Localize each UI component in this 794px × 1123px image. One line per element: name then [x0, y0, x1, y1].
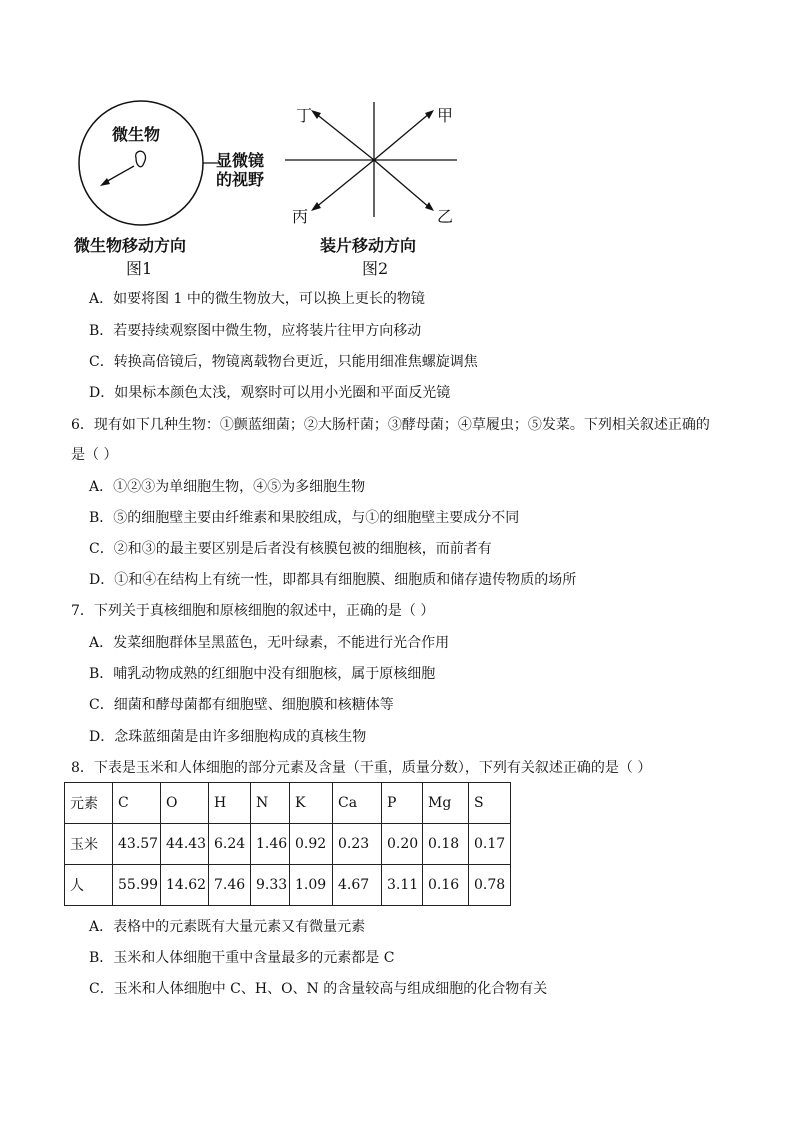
- option-text: 为单细胞生物，: [155, 479, 254, 495]
- figure-1-caption: 微生物移动方向: [74, 236, 187, 255]
- table-cell: 1.46: [251, 824, 290, 865]
- figure-1-diagram: [70, 100, 220, 230]
- arrow-bing: [315, 160, 374, 208]
- q6-stem-line-1: 6．现有如下几种生物：①颤蓝细菌；②大肠杆菌；③酵母菌；④草履虫；⑤发菜。下列相关叙述正确的: [71, 417, 710, 433]
- q8-option-b: B．玉米和人体细胞干重中含量最多的元素都是 C: [89, 950, 395, 966]
- table-cell: S: [469, 783, 511, 824]
- option-text: 的细胞壁主要成分不同: [379, 510, 520, 526]
- table-cell: Ca: [333, 783, 382, 824]
- table-header-row: [65, 783, 511, 824]
- table-cell: 0.16: [423, 865, 469, 906]
- direction-ding: 丁: [296, 106, 313, 125]
- option-text: 的最主要区别是后者没有核膜包被的细胞核，而前者有: [155, 541, 492, 557]
- option-text: 为多细胞生物: [281, 479, 366, 495]
- microscope-field-circle: [79, 101, 203, 225]
- option-prefix: C．: [89, 541, 114, 557]
- table-cell: 14.62: [161, 865, 209, 906]
- option-prefix: D．: [89, 572, 115, 588]
- option-text: 和: [127, 541, 142, 557]
- table-cell: 0.20: [382, 824, 423, 865]
- q7-option-c: C．细菌和酵母菌都有细胞壁、细胞膜和核糖体等: [89, 697, 394, 713]
- table-cell: 人: [65, 865, 113, 906]
- q8-option-c: C．玉米和人体细胞中 C、H、O、N 的含量较高与组成细胞的化合物有关: [89, 981, 548, 997]
- table-cell: H: [209, 783, 251, 824]
- circled-numbers: ④: [142, 572, 157, 588]
- arrowhead-bing: [311, 202, 321, 211]
- q6-option-a: [89, 477, 365, 497]
- table-cell: 6.24: [209, 824, 251, 865]
- table-cell: 55.99: [113, 865, 161, 906]
- table-cell: P: [382, 783, 423, 824]
- table-row: [65, 824, 511, 865]
- table-cell: 43.57: [113, 824, 161, 865]
- circled-numbers: ④⑤: [253, 479, 282, 495]
- circle-label: 微生物: [112, 125, 161, 144]
- option-prefix: A．: [89, 479, 114, 495]
- q6-stem-line-2: 是（ ）: [71, 447, 118, 463]
- table-cell: 元素: [65, 783, 113, 824]
- circled-numbers: ②: [113, 541, 128, 557]
- table-row: [65, 865, 511, 906]
- direction-jia: 甲: [437, 106, 454, 125]
- movement-arrowhead: [100, 178, 110, 186]
- q8-option-a: A．表格中的元素既有大量元素又有微量元素: [89, 919, 366, 935]
- q7-stem: 7．下列关于真核细胞和原核细胞的叙述中，正确的是（ ）: [71, 603, 435, 619]
- microscope-field-label-1: 显微镜: [216, 151, 265, 170]
- circled-numbers: ①②③: [113, 479, 156, 495]
- figure-1-number: 图1: [126, 259, 153, 278]
- microscope-field-label-2: 的视野: [216, 170, 265, 189]
- table-cell: 0.92: [290, 824, 333, 865]
- q5-option-b: B．若要持续观察图中微生物，应将装片往甲方向移动: [89, 323, 422, 339]
- table-cell: 9.33: [251, 865, 290, 906]
- q6-option-c: [89, 539, 492, 559]
- q8-stem: 8．下表是玉米和人体细胞的部分元素及含量（干重，质量分数），下列有关叙述正确的是（ ）: [71, 760, 652, 776]
- circled-numbers: ⑤: [113, 510, 128, 526]
- circled-numbers: ①: [365, 510, 380, 526]
- option-text: 在结构上有统一性，即都具有细胞膜、细胞质和储存遗传物质的场所: [156, 572, 577, 588]
- arrowhead-ding: [311, 110, 321, 119]
- table-cell: 0.18: [423, 824, 469, 865]
- direction-bing: 丙: [292, 207, 309, 226]
- movement-arrow: [104, 166, 134, 183]
- table-cell: 4.67: [333, 865, 382, 906]
- arrow-yi: [374, 160, 430, 208]
- q6-option-b: [89, 508, 519, 528]
- table-cell: 1.09: [290, 865, 333, 906]
- circled-numbers: ③: [141, 541, 156, 557]
- figure-2-caption: 装片移动方向: [320, 236, 417, 255]
- table-cell: 7.46: [209, 865, 251, 906]
- circled-numbers: ①: [114, 572, 129, 588]
- option-prefix: B．: [89, 510, 114, 526]
- q7-option-a: A．发菜细胞群体呈黑蓝色，无叶绿素，不能进行光合作用: [89, 635, 450, 651]
- table-cell: 0.23: [333, 824, 382, 865]
- q5-option-c: C．转换高倍镜后，物镜离载物台更近，只能用细准焦螺旋调焦: [89, 354, 478, 370]
- table-cell: O: [161, 783, 209, 824]
- table-cell: 44.43: [161, 824, 209, 865]
- q6-option-d: [89, 570, 576, 590]
- table-cell: K: [290, 783, 333, 824]
- microorganism-shape: [136, 151, 146, 167]
- q7-option-b: B．哺乳动物成熟的红细胞中没有细胞核，属于原核细胞: [89, 666, 436, 682]
- direction-yi: 乙: [437, 207, 454, 226]
- table-cell: Mg: [423, 783, 469, 824]
- arrowhead-yi: [425, 202, 434, 211]
- option-text: 的细胞壁主要由纤维素和果胶组成，与: [127, 510, 366, 526]
- figure-2-number: 图2: [362, 259, 389, 278]
- table-cell: C: [113, 783, 161, 824]
- table-cell: 3.11: [382, 865, 423, 906]
- table-cell: 玉米: [65, 824, 113, 865]
- arrowhead-jia: [425, 110, 434, 119]
- table-cell: N: [251, 783, 290, 824]
- table-cell: 0.17: [469, 824, 511, 865]
- q7-option-d: D．念珠蓝细菌是由许多细胞构成的真核生物: [89, 729, 367, 745]
- option-text: 和: [128, 572, 143, 588]
- table-cell: 0.78: [469, 865, 511, 906]
- element-content-table: [64, 782, 511, 906]
- q5-option-a: A．如要将图 1 中的微生物放大，可以换上更长的物镜: [89, 291, 425, 307]
- arrow-ding: [315, 113, 374, 160]
- q5-option-d: D．如果标本颜色太浅，观察时可以用小光圈和平面反光镜: [89, 385, 451, 401]
- arrow-jia: [374, 113, 430, 160]
